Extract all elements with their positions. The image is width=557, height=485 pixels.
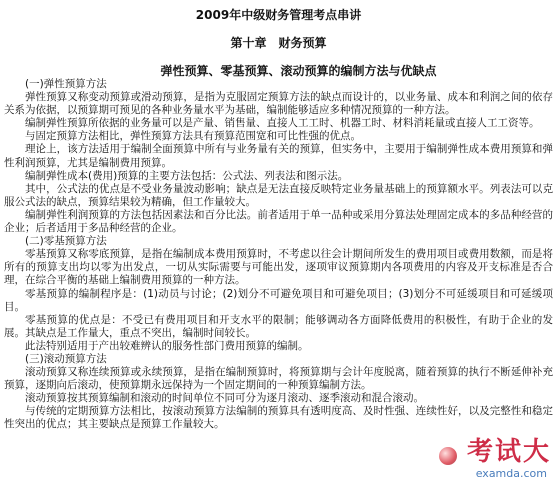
site-watermark	[433, 437, 553, 483]
paragraph: 编制弹性预算所依据的业务量可以是产量、销售量、直接人工工时、机器工时、材料消耗量或直接人工工资等。	[25, 117, 540, 130]
watermark-logo-icon	[439, 447, 457, 465]
document-title: 2009年中级财务管理考点串讲	[195, 8, 362, 22]
paragraph: 滚动预算按其预算编制和滚动的时间单位不同可分为逐月滚动、逐季滚动和混合滚动。	[25, 392, 424, 405]
paragraph: 理论上，该方法适用于编制全面预算中所有与业务量有关的预算，但实务中，主要用于编制弹性成本费用预算和弹性利润预算，尤其是编制费用预算。	[4, 143, 553, 169]
watermark-brand: 考试大	[466, 437, 551, 467]
document-body	[4, 78, 553, 432]
chapter-title: 第十章 财务预算	[230, 36, 327, 50]
paragraph: 此法特别适用于产出较难辨认的服务性部门费用预算的编制。	[25, 339, 309, 352]
paragraph: 零基预算又称零底预算，是指在编制成本费用预算时，不考虑以往会计期间所发生的费用项目或费用数额，而是将所有的预算支出均以零为出发点，一切从实际需要与可能出发，逐项审议预算期内各项费用的内容及开支标准是否合理，在综合平衡的基础上编制费用预算的一种方法。	[4, 248, 553, 287]
paragraph: 零基预算的编制程序是：(1)动员与讨论；(2)划分不可避免项目和可避免项目；(3)划分不可延缓项目和可延缓项目。	[4, 287, 553, 313]
paragraph: 与固定预算方法相比，弹性预算方法具有预算范围宽和可比性强的优点。	[25, 130, 361, 143]
paragraph: 编制弹性成本(费用)预算的主要方法包括：公式法、列表法和图示法。	[25, 169, 349, 182]
paragraph: 与传统的定期预算方法相比，按滚动预算方法编制的预算具有透明度高、及时性强、连续性好，以及完整性和稳定性突出的优点；其主要缺点是预算工作量较大。	[4, 405, 553, 431]
paragraph: 零基预算的优点是：不受已有费用项目和开支水平的限制；能够调动各方面降低费用的积极性，有助于企业的发展。其缺点是工作量大，重点不突出，编制时间较长。	[4, 313, 553, 339]
subheading-elastic-budget: (一)弹性预算方法	[25, 78, 107, 90]
subheading-rolling-budget: (三)滚动预算方法	[25, 352, 107, 365]
paragraph: 其中，公式法的优点是不受业务量波动影响；缺点是无法直接反映特定业务量基础上的预算额水平。列表法可以克服公式法的缺点，预算结果较为精确，但工作量较大。	[4, 182, 553, 208]
subheading-zero-based-budget: (二)零基预算方法	[25, 235, 107, 248]
watermark-domain: examda.com	[475, 467, 547, 480]
paragraph: 滚动预算又称连续预算或永续预算，是指在编制预算时，将预算期与会计年度脱离，随着预算的执行不断延伸补充预算，逐期向后滚动，使预算期永远保持为一个固定期间的一种预算编制方法。	[4, 366, 553, 392]
paragraph: 编制弹性利润预算的方法包括因素法和百分比法。前者适用于单一品种或采用分算法处理固定成本的多品种经营的企业；后者适用于多品种经营的企业。	[4, 208, 553, 235]
paragraph: 弹性预算又称变动预算或滑动预算，是指为克服固定预算方法的缺点而设计的，以业务量、成本和利润之间的依存关系为依据，以预算期可预见的各种业务量水平为基础，编制能够适应多种情况预算的一种方法。	[4, 91, 553, 117]
section-title: 弹性预算、零基预算、滚动预算的编制方法与优缺点	[160, 64, 437, 78]
